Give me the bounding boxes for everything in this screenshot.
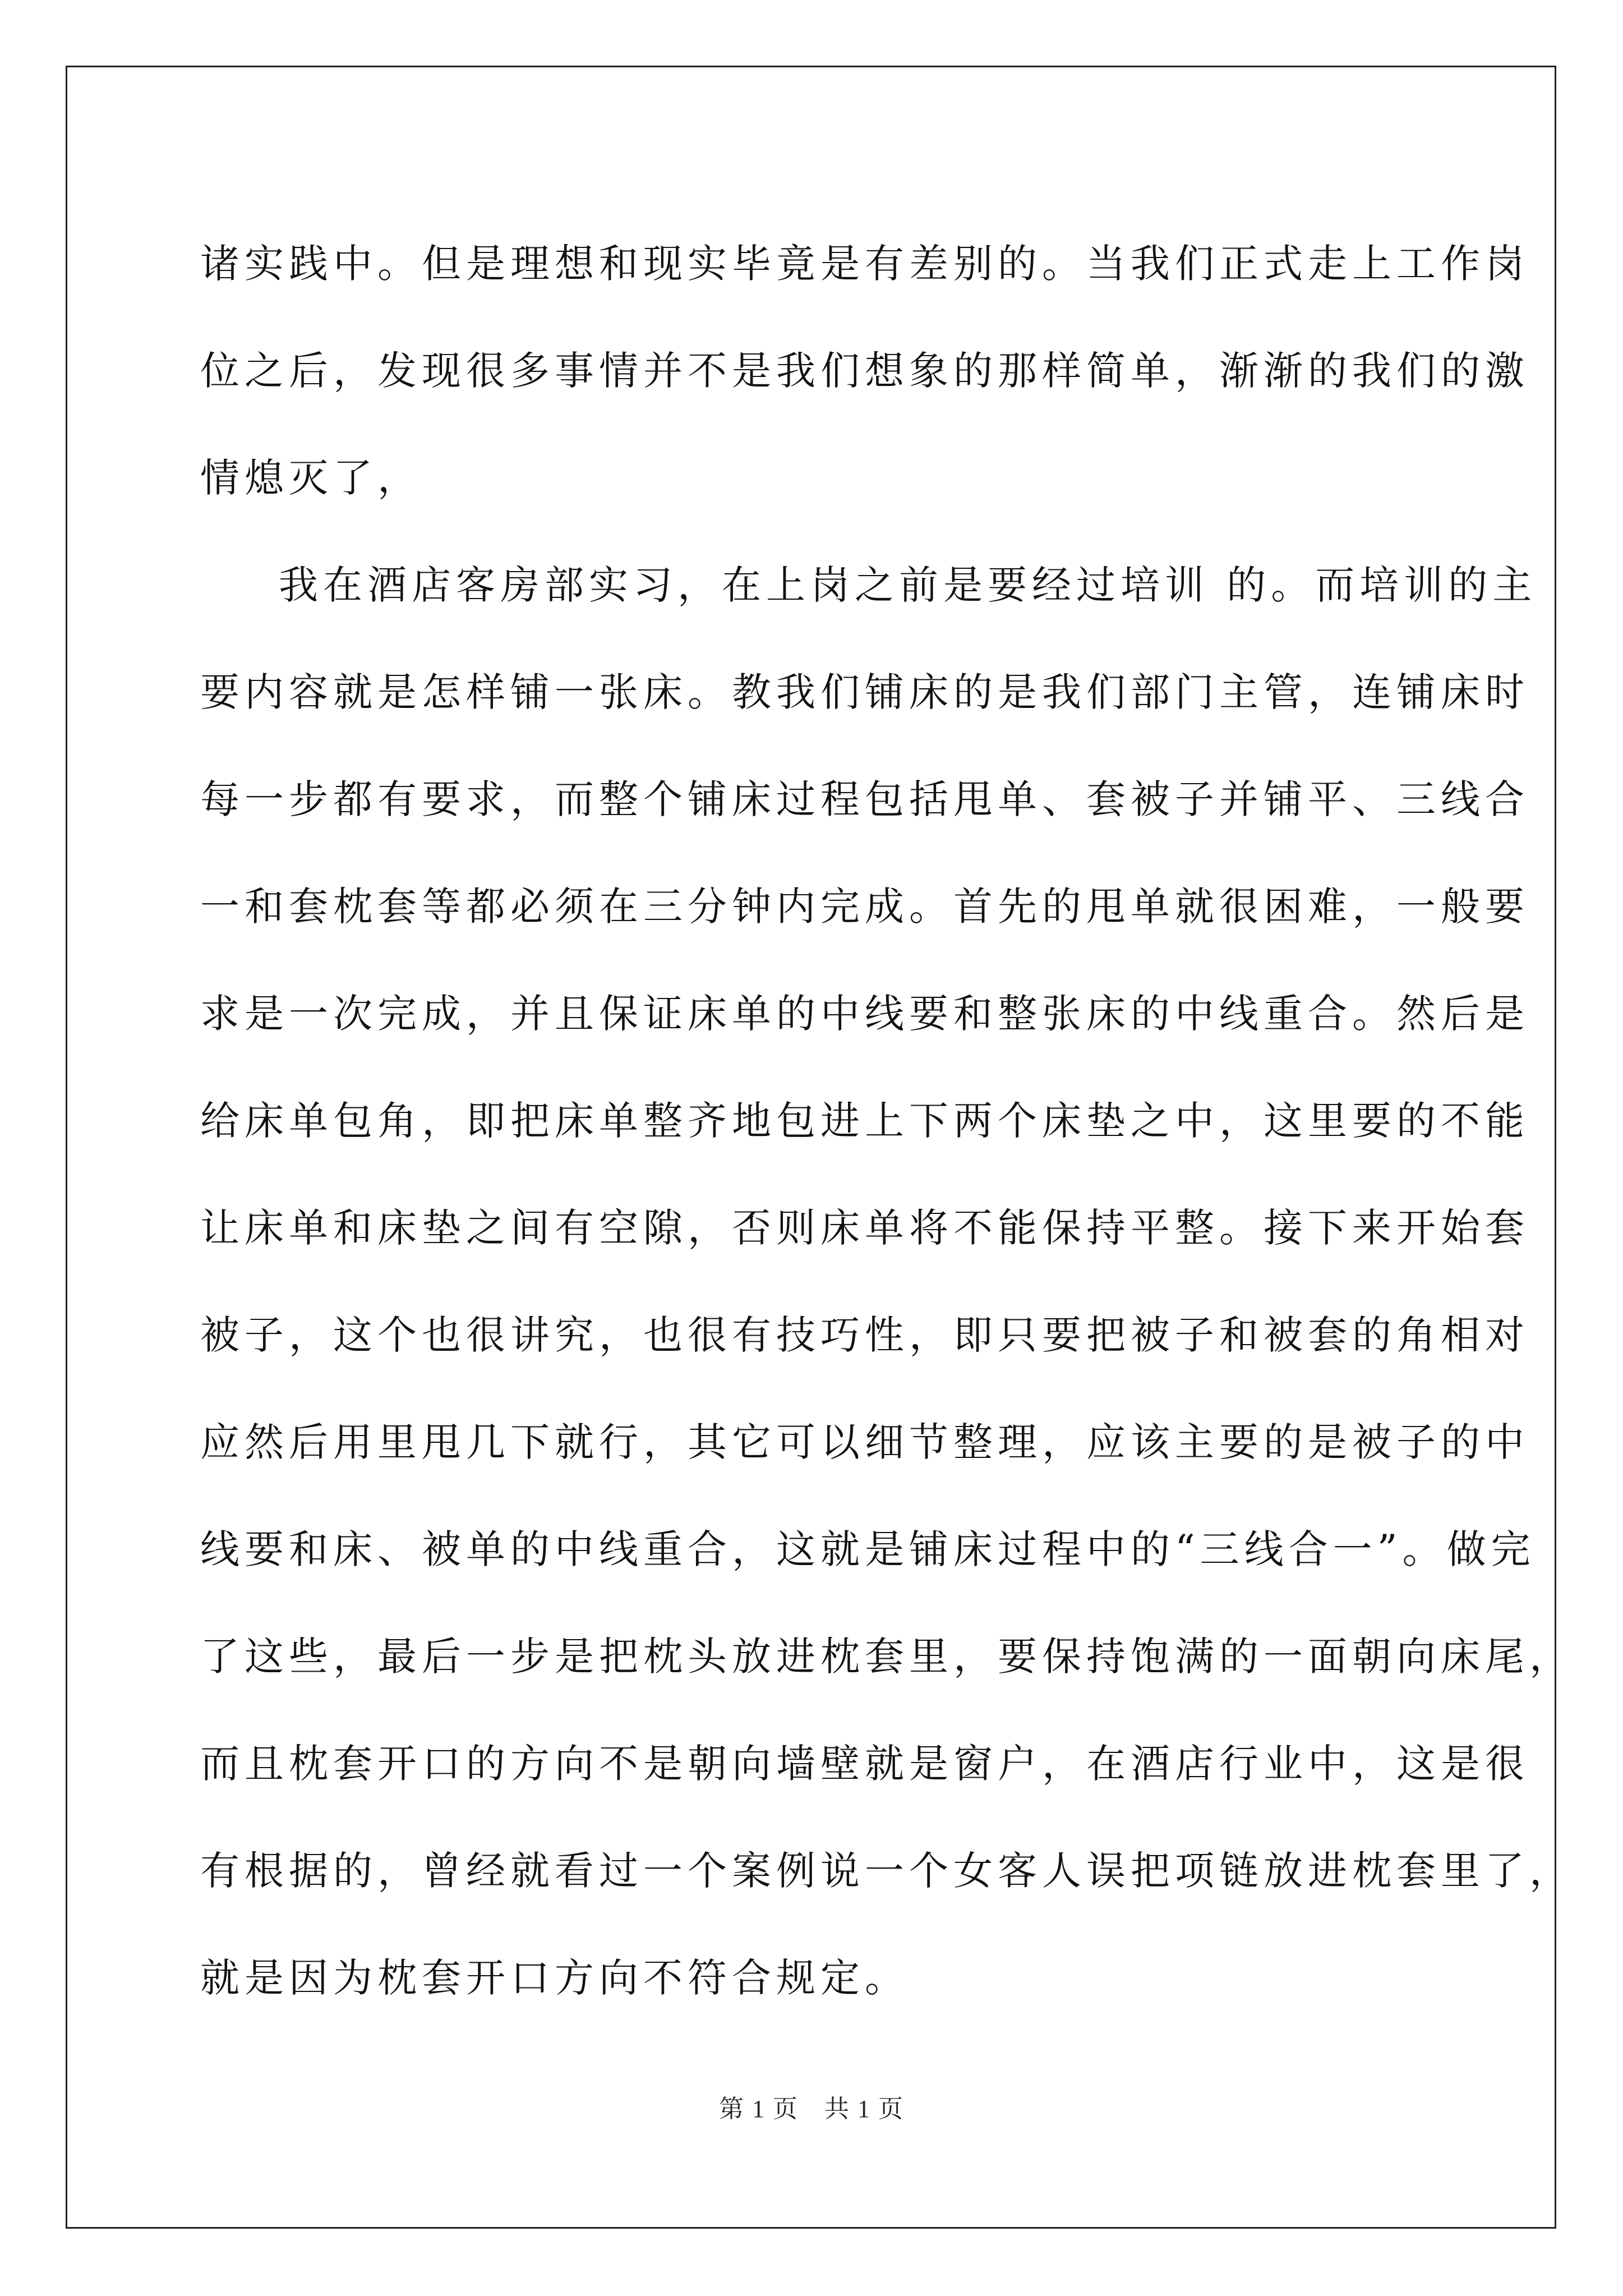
- document-body: [200, 210, 1574, 2032]
- text-line: 诸实践中。但是理想和现实毕竟是有差别的。当我们正式走上工作岗: [200, 241, 1529, 287]
- text-line: 让床单和床垫之间有空隙，否则床单将不能保持平整。接下来开始套: [200, 1205, 1529, 1251]
- text-line: 了这些，最后一步是把枕头放进枕套里，要保持饱满的一面朝向床尾，: [200, 1634, 1574, 1680]
- text-line: 我在酒店客房部实习，在上岗之前是要经过培训 的。而培训的主: [279, 562, 1537, 608]
- paragraph-1: [200, 210, 1529, 532]
- text-line: 线要和床、被单的中线重合，这就是铺床过程中的“三线合一”。做完: [200, 1526, 1536, 1572]
- text-line: 给床单包角，即把床单整齐地包进上下两个床垫之中，这里要的不能: [200, 1098, 1529, 1144]
- text-line: 求是一次完成，并且保证床单的中线要和整张床的中线重合。然后是: [200, 991, 1529, 1037]
- text-line: 而且枕套开口的方向不是朝向墙壁就是窗户，在酒店行业中，这是很: [200, 1741, 1529, 1787]
- text-line: 有根据的，曾经就看过一个案例说一个女客人误把项链放进枕套里了，: [200, 1848, 1574, 1894]
- text-line: 每一步都有要求，而整个铺床过程包括甩单、套被子并铺平、三线合: [200, 776, 1529, 822]
- text-line: 一和套枕套等都必须在三分钟内完成。首先的甩单就很困难，一般要: [200, 884, 1529, 930]
- page-number-footer: 第 1 页 共 1 页: [719, 2095, 904, 2123]
- text-line: 要内容就是怎样铺一张床。教我们铺床的是我们部门主管，连铺床时: [200, 669, 1529, 715]
- text-line: 位之后，发现很多事情并不是我们想象的那样简单，渐渐的我们的激: [200, 348, 1529, 394]
- text-line: 应然后用里甩几下就行，其它可以细节整理，应该主要的是被子的中: [200, 1419, 1529, 1465]
- paragraph-2: [200, 532, 1574, 2032]
- text-line: 就是因为枕套开口方向不符合规定。: [200, 1955, 909, 2001]
- text-line: 被子，这个也很讲究，也很有技巧性，即只要把被子和被套的角相对: [200, 1312, 1529, 1358]
- text-line: 情熄灭了，: [200, 455, 422, 501]
